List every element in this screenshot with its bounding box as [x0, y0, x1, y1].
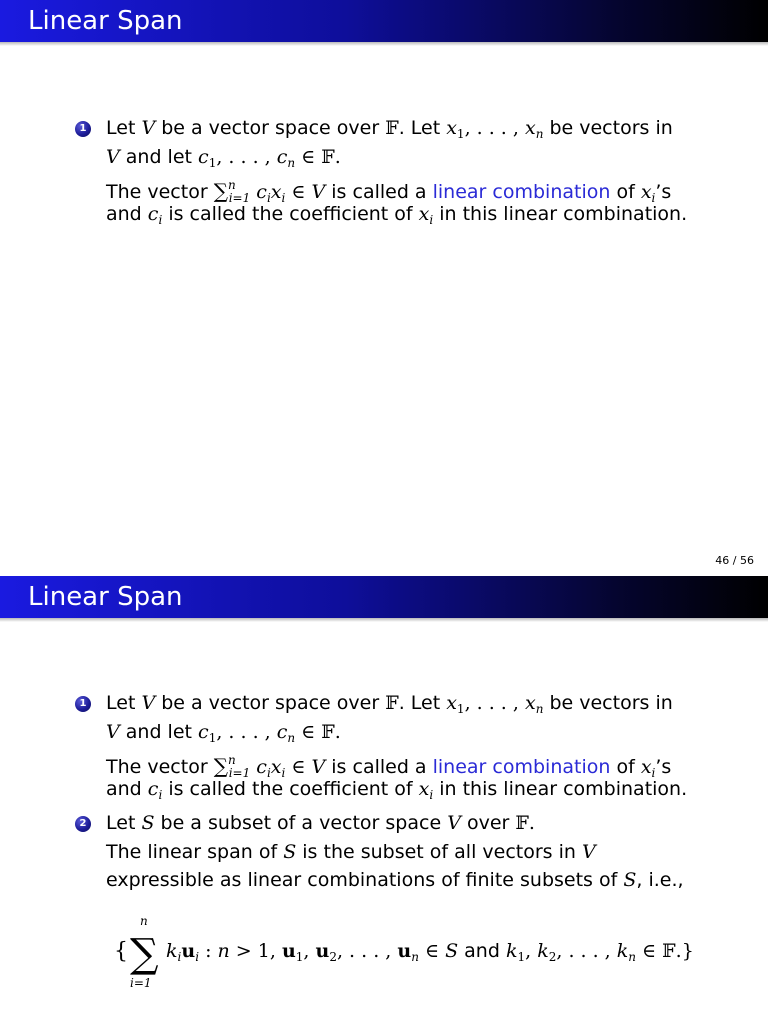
title-bar: [0, 0, 768, 42]
enumerate-item: [0, 689, 706, 803]
set-condition: $k_iu_i$ : n > 1, $u_1$, $u_2$, . . . , $u_n$ ∈ S and $k_1$, $k_2$, . . . , $k_n$ ∈ 𝔽.}: [166, 940, 694, 964]
brace-open: {: [114, 939, 128, 964]
enumerate-item: [0, 114, 706, 228]
text-line: and $c_i$ is called the coefficient of $x_i$ in this linear combination.: [106, 202, 688, 227]
text-line: expressible as linear combinations of finite subsets of S, i.e.,: [106, 869, 684, 891]
term-linear-combination: linear combination: [432, 181, 611, 203]
text-line: V and let $c_1$, . . . , $c_n$ ∈ 𝔽.: [106, 145, 341, 170]
slide-body: [0, 114, 706, 228]
title-bar: [0, 576, 768, 618]
enumerate-item: [0, 809, 706, 895]
enumerate-bullet-icon: 2: [75, 816, 91, 832]
text-line: The linear span of S is the subset of all vectors in V: [106, 840, 596, 863]
display-equation: [114, 914, 754, 994]
text-line: Let S be a subset of a vector space V over 𝔽.: [106, 812, 535, 834]
slide-title: Linear Span: [28, 582, 183, 612]
text-line: V and let $c_1$, . . . , $c_n$ ∈ 𝔽.: [106, 720, 341, 745]
text-line: and $c_i$ is called the coefficient of $x_i$ in this linear combination.: [106, 777, 688, 802]
sum-symbol: ∑: [130, 931, 159, 977]
text-line: The vector ∑$^n_{i=1}$ $c_ix_i$ ∈ V is called a linear combination of $x_i’s$: [106, 178, 672, 205]
text-line: Let V be a vector space over 𝔽. Let $x_1$, . . . , $x_n$ be vectors in: [106, 692, 673, 716]
slide-body: [0, 689, 706, 895]
text-line: The vector ∑$^n_{i=1}$ $c_ix_i$ ∈ V is called a linear combination of $x_i’s$: [106, 753, 672, 780]
slide-47: [0, 576, 768, 1024]
sum-lower-limit: i=1: [130, 976, 152, 990]
page-number: 46 / 56: [715, 554, 754, 567]
text-line: Let V be a vector space over 𝔽. Let $x_1$, . . . , $x_n$ be vectors in: [106, 117, 673, 141]
term-linear-combination: linear combination: [432, 756, 611, 778]
enumerate-bullet-icon: 1: [75, 121, 91, 137]
sum-upper-limit: n: [140, 914, 148, 928]
enumerate-bullet-icon: 1: [75, 696, 91, 712]
slide-title: Linear Span: [28, 6, 183, 36]
